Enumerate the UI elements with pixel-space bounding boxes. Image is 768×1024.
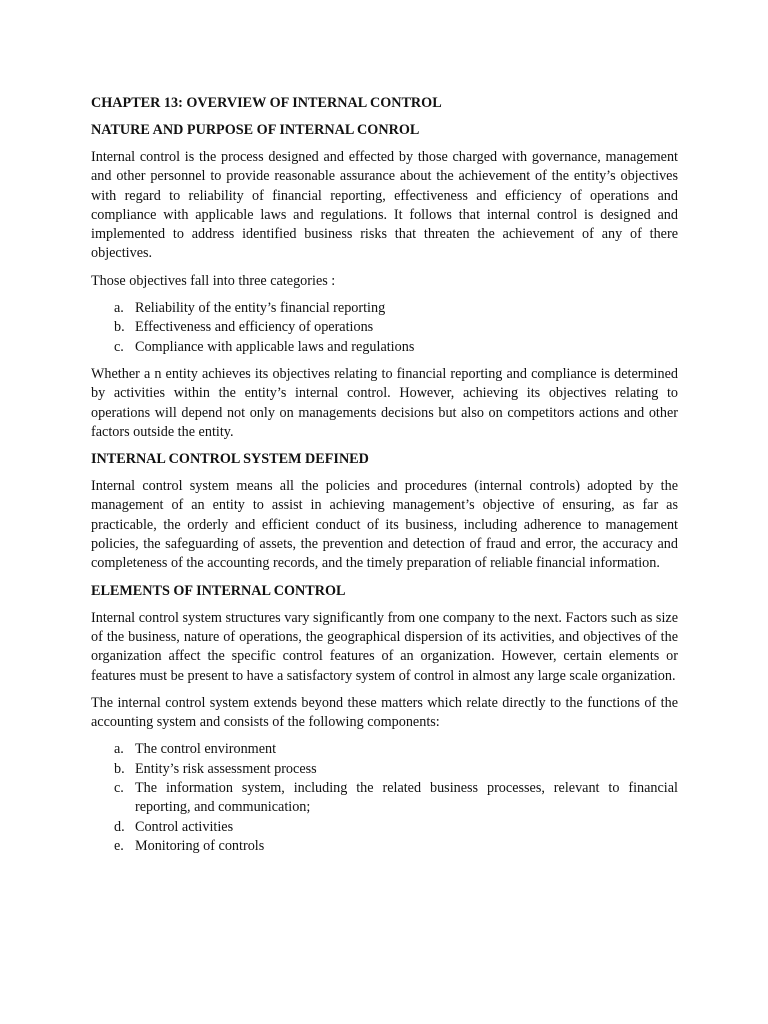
list-marker: d. [114, 818, 125, 835]
list-item [114, 338, 678, 357]
chapter-title: CHAPTER 13: OVERVIEW OF INTERNAL CONTROL [91, 95, 442, 111]
list-item-text: The control environment [135, 741, 277, 758]
list-marker: b. [114, 319, 125, 336]
section-heading-system-defined: INTERNAL CONTROL SYSTEM DEFINED [91, 451, 369, 468]
list-item-text: Effectiveness and efficiency of operations [135, 319, 374, 336]
section-heading-elements: ELEMENTS OF INTERNAL CONTROL [91, 582, 346, 599]
list-item-text: Control activities [135, 818, 234, 835]
paragraph-components-intro: The internal control system extends beyond these matters which relate directly to the functions of the accounting system and consists of the following components: [91, 694, 678, 731]
list-item [114, 318, 678, 337]
objectives-list [91, 299, 678, 357]
paragraph-system-definition: Internal control system means all the policies and procedures (internal controls) adopted by the management of an entity to assist in achieving management’s objective of ensuring, as far as practicable, the orderly and efficient conduct of its business, including adherence to management policies, the safeguarding of assets, the prevention and detection of fraud and error, the accuracy and completeness of the accounting records, and the timely preparation of reliable financial information. [91, 478, 678, 572]
list-item [114, 740, 678, 759]
list-item-text: Monitoring of controls [135, 837, 265, 854]
list-item-text: Compliance with applicable laws and regulations [135, 338, 415, 355]
paragraph-achievement: Whether a n entity achieves its objectives relating to financial reporting and compliance is determined by activities within the entity’s internal control. However, achieving its objectives relating to operations will depend not only on managements decisions but also on competitors actions and other factors outside the entity. [91, 365, 678, 440]
list-item [114, 818, 678, 837]
list-marker: b. [114, 760, 125, 777]
list-marker: c. [114, 338, 124, 355]
list-item-text: Reliability of the entity’s financial reporting [135, 300, 386, 317]
paragraph-structures-vary: Internal control system structures vary significantly from one company to the next. Factors such as size of the business, nature of operations, the geographical dispersion of its activities, and objectives of the organization affect the specific control features of an organization. However, certain elements or features must be present to have a satisfactory system of control in almost any large scale organization. [91, 609, 678, 684]
list-marker: a. [114, 300, 124, 317]
list-item-text: Entity’s risk assessment process [135, 760, 317, 777]
list-item [114, 779, 678, 818]
list-item [114, 837, 678, 856]
list-item [114, 299, 678, 318]
list-item-text: The information system, including the related business processes, relevant to financial reporting, and communication; [135, 780, 678, 816]
list-marker: e. [114, 837, 124, 854]
paragraph-objectives-intro: Those objectives fall into three categories : [91, 272, 336, 289]
list-marker: c. [114, 780, 124, 797]
components-list [91, 740, 678, 856]
paragraph-definition: Internal control is the process designed and effected by those charged with governance, management and other personnel to provide reasonable assurance about the achievement of the entity’s objectives with regard to reliability of financial reporting, effectiveness and efficiency of operations and compliance with applicable laws and regulations. It follows that internal control is designed and implemented to address identified business risks that threaten the achievement of any of there objectives. [91, 149, 678, 262]
section-heading-nature-purpose: NATURE AND PURPOSE OF INTERNAL CONROL [91, 122, 420, 138]
document-page [91, 88, 678, 856]
list-item [114, 760, 678, 779]
list-marker: a. [114, 741, 124, 758]
